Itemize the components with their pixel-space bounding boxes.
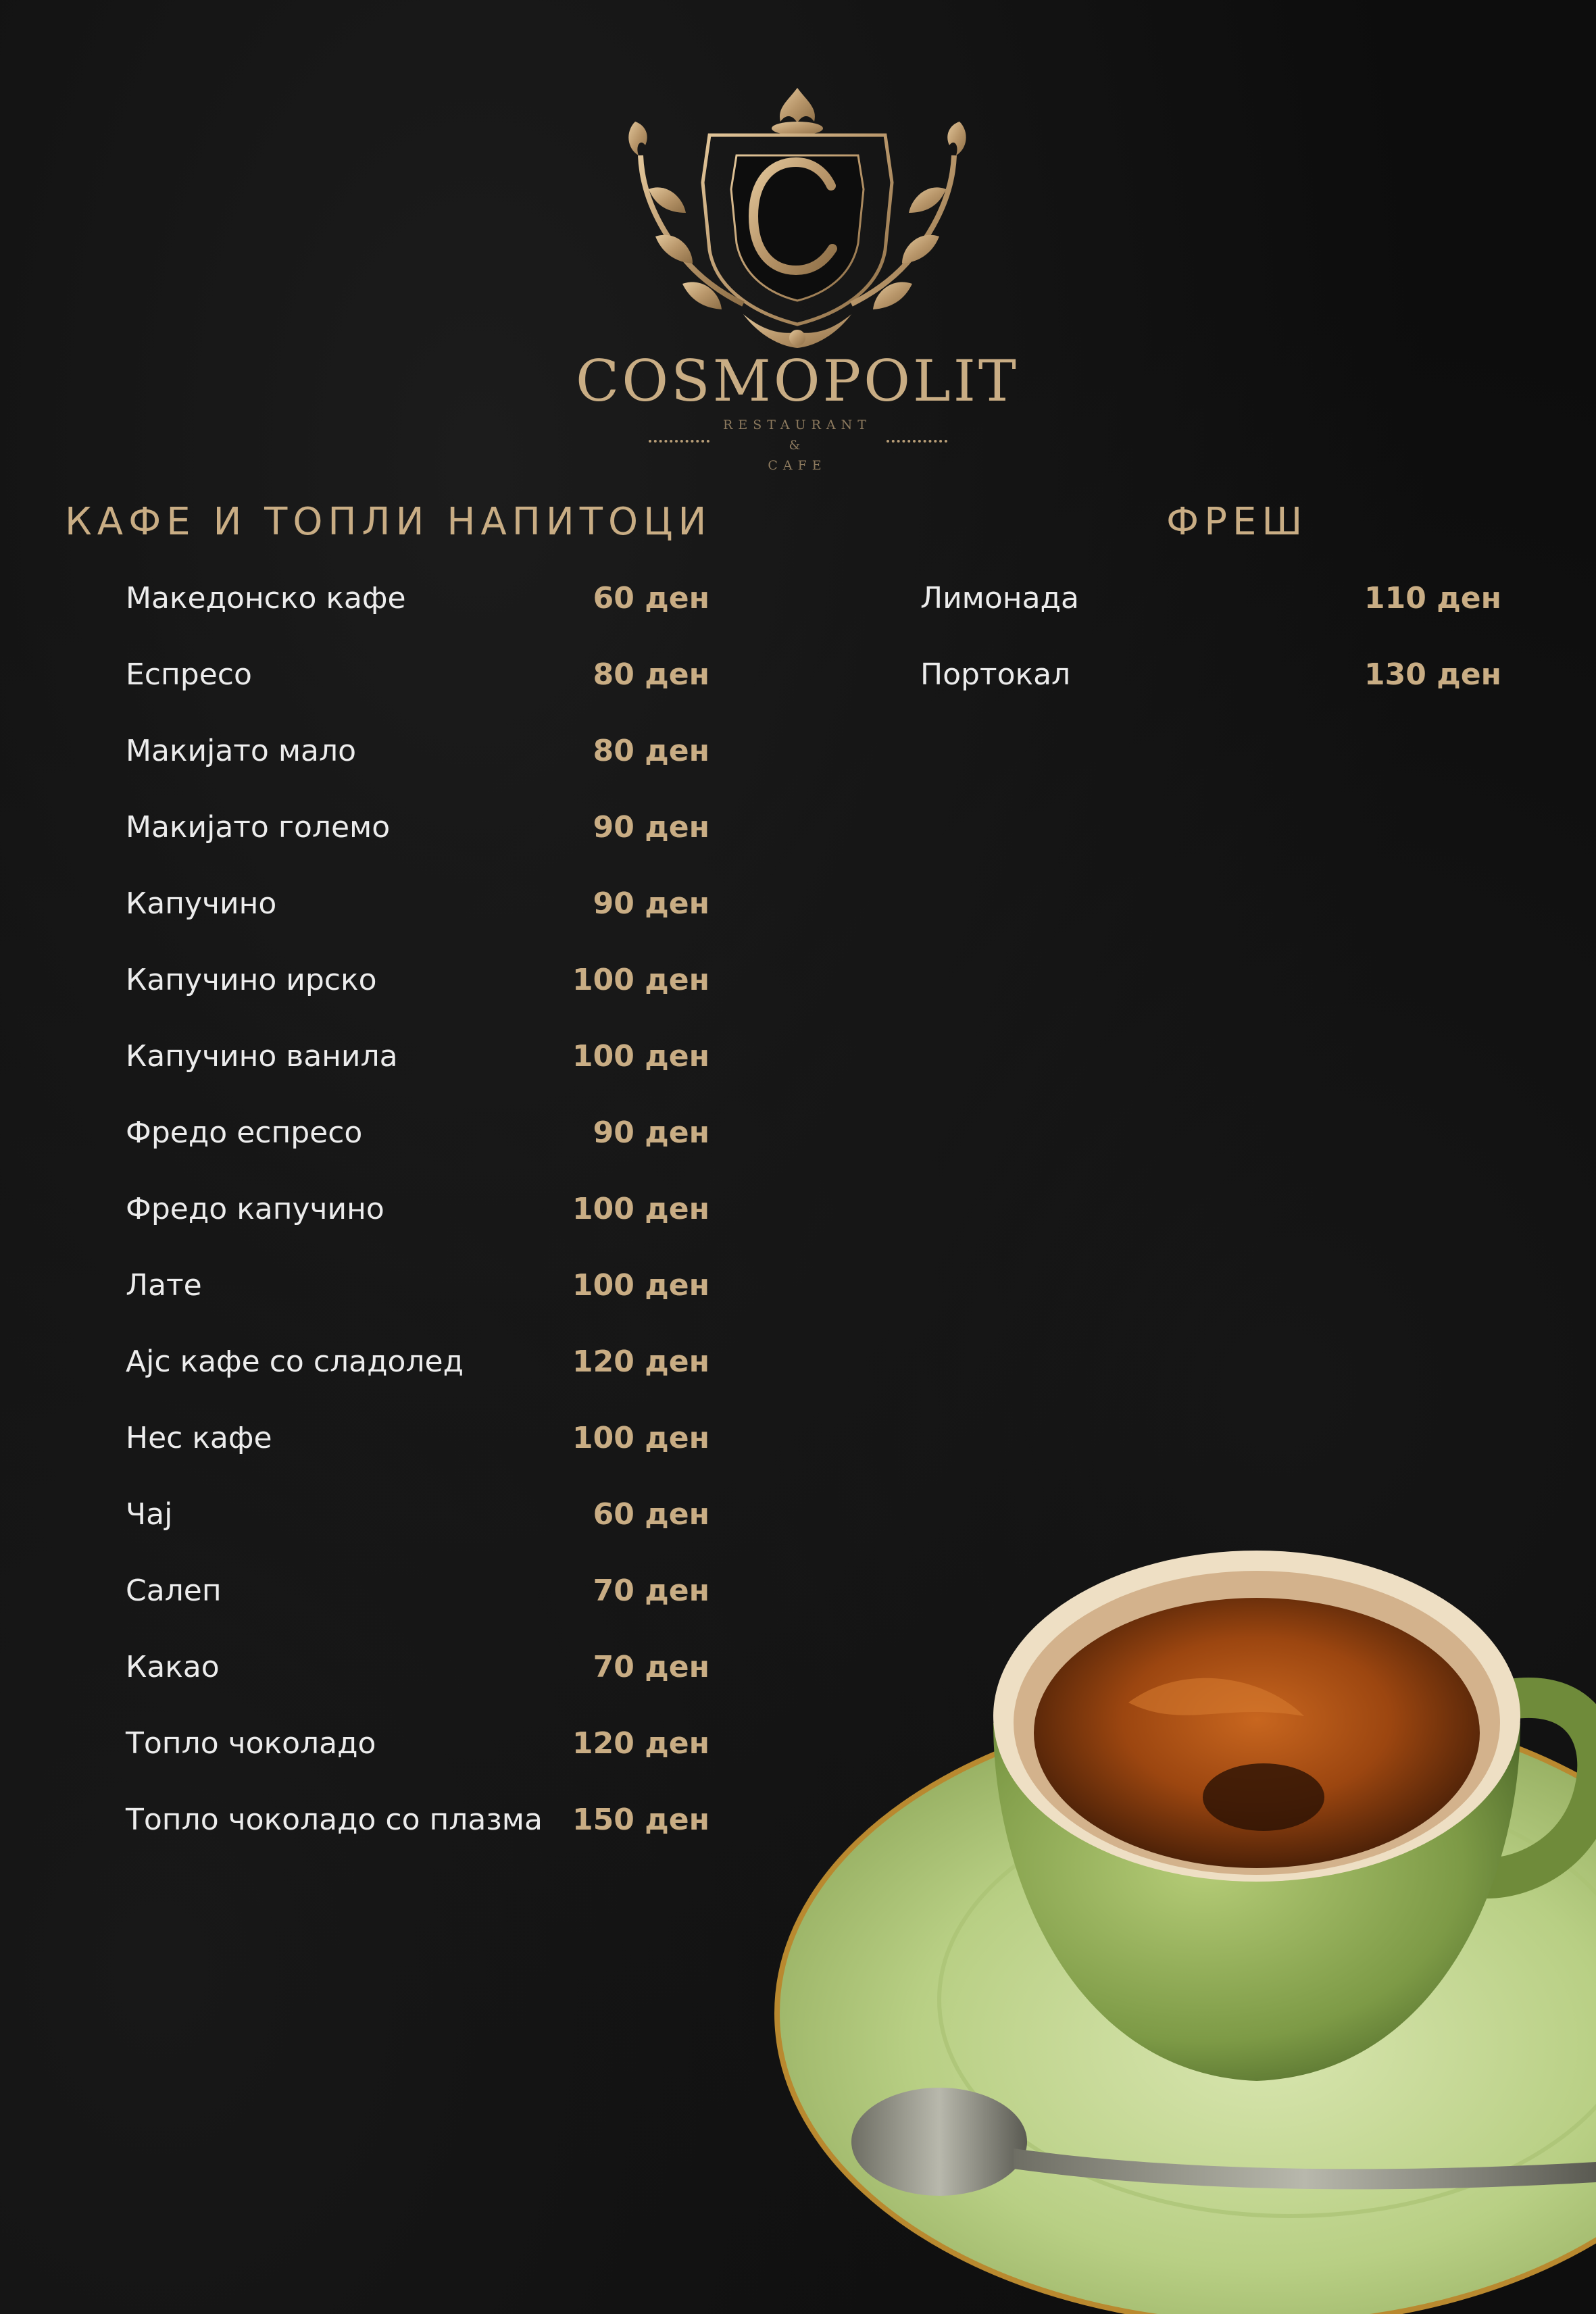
- item-price: 110 ден: [1364, 581, 1501, 615]
- item-name: Макијато големо: [126, 810, 391, 845]
- item-price: 150 ден: [572, 1803, 709, 1837]
- menu-item: [126, 1726, 709, 1803]
- menu-item: [920, 657, 1501, 734]
- item-price: 80 ден: [593, 657, 709, 692]
- menu-item: [126, 1803, 709, 1879]
- item-name: Ајс кафе со сладолед: [126, 1344, 464, 1379]
- item-name: Портокал: [920, 657, 1071, 692]
- item-price: 70 ден: [593, 1650, 709, 1684]
- item-name: Лате: [126, 1268, 202, 1303]
- menu-item: [126, 1421, 709, 1497]
- coffee-section-title: КАФЕ И ТОПЛИ НАПИТОЦИ: [65, 500, 712, 544]
- menu-item: [126, 1344, 709, 1421]
- item-name: Фредо еспресо: [126, 1115, 363, 1150]
- item-name: Макијато мало: [126, 734, 357, 768]
- item-name: Капучино ирско: [126, 963, 377, 997]
- item-price: 60 ден: [593, 1497, 709, 1532]
- item-price: 130 ден: [1364, 657, 1501, 692]
- menu-item: [126, 1497, 709, 1574]
- coffee-menu-list: [126, 581, 709, 1879]
- menu-item: [920, 581, 1501, 657]
- item-name: Топло чоколадо: [126, 1726, 376, 1761]
- item-name: Еспресо: [126, 657, 252, 692]
- item-price: 100 ден: [572, 963, 709, 997]
- item-name: Чај: [126, 1497, 173, 1532]
- item-price: 90 ден: [593, 810, 709, 845]
- item-price: 80 ден: [593, 734, 709, 768]
- item-name: Салеп: [126, 1574, 222, 1608]
- item-price: 120 ден: [572, 1726, 709, 1761]
- menu-item: [126, 1650, 709, 1726]
- brand-subtitle-line-2: &: [789, 438, 806, 453]
- item-name: Македонско кафе: [126, 581, 406, 615]
- item-name: Нес кафе: [126, 1421, 272, 1455]
- item-name: Капучино: [126, 886, 277, 921]
- brand-subtitle-line-1: RESTAURANT: [723, 418, 872, 432]
- item-price: 100 ден: [572, 1192, 709, 1226]
- item-price: 90 ден: [593, 886, 709, 921]
- item-price: 100 ден: [572, 1268, 709, 1303]
- fresh-menu-list: [920, 581, 1501, 734]
- item-name: Какао: [126, 1650, 220, 1684]
- menu-item: [126, 1268, 709, 1344]
- item-price: 100 ден: [572, 1039, 709, 1074]
- menu-item: [126, 886, 709, 963]
- menu-item: [126, 1039, 709, 1115]
- item-name: Капучино ванила: [126, 1039, 398, 1074]
- item-price: 60 ден: [593, 581, 709, 615]
- menu-item: [126, 1115, 709, 1192]
- menu-item: [126, 963, 709, 1039]
- item-name: Фредо капучино: [126, 1192, 384, 1226]
- menu-item: [126, 581, 709, 657]
- item-price: 70 ден: [593, 1574, 709, 1608]
- menu-item: [126, 810, 709, 886]
- menu-item: [126, 734, 709, 810]
- item-name: Лимонада: [920, 581, 1079, 615]
- brand-name: COSMOPOLIT: [576, 348, 1019, 414]
- menu-item: [126, 1574, 709, 1650]
- item-price: 100 ден: [572, 1421, 709, 1455]
- menu-item: [126, 1192, 709, 1268]
- fresh-section-title: ФРЕШ: [1166, 500, 1308, 544]
- coffee-cup-icon: [750, 1500, 1596, 2314]
- item-price: 120 ден: [572, 1344, 709, 1379]
- menu-item: [126, 657, 709, 734]
- brand-subtitle-line-3: CAFE: [768, 458, 827, 473]
- item-price: 90 ден: [593, 1115, 709, 1150]
- item-name: Топло чоколадо со плазма: [126, 1803, 543, 1837]
